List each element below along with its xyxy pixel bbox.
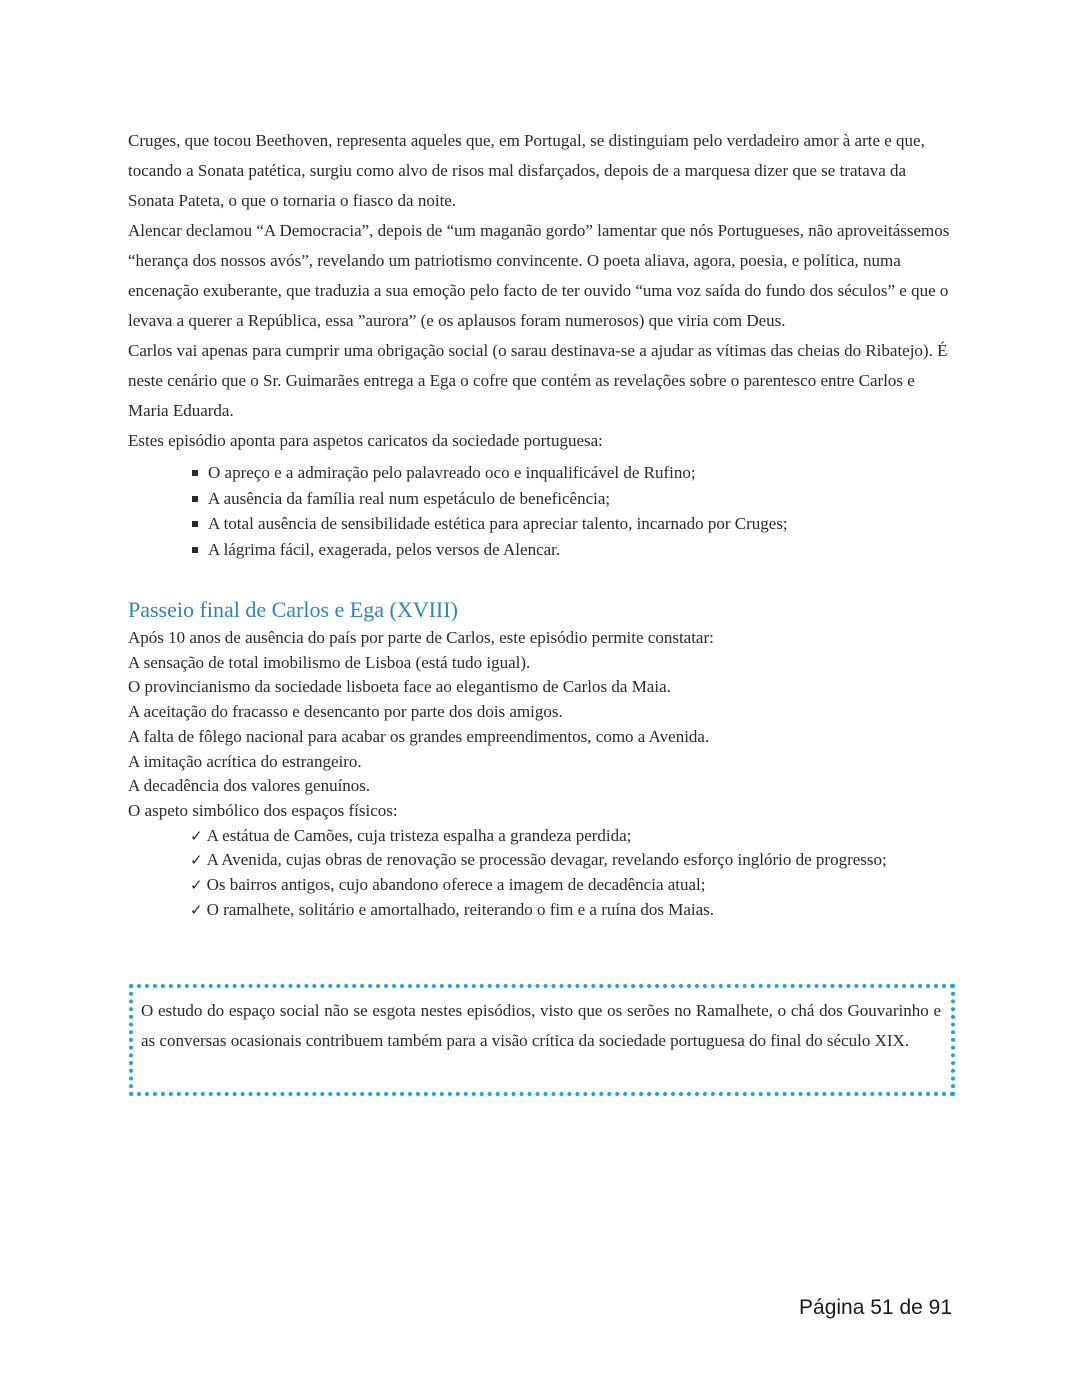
list-item [190, 873, 954, 898]
paragraph-alencar: Alencar declamou “A Democracia”, depois de “um maganão gordo” lamentar que nós Portugueses, não aproveitássemos “herança dos nossos avós”, revelando um patriotismo convincente. O poeta aliava, agora, poesia, e política, numa encenação exuberante, que traduzia a sua emoção pelo facto de ter ouvido “uma voz saída do fundo dos séculos” e que o levava a querer a República, essa ”aurora” (e os aplausos foram numerosos) que viria com Deus. [128, 221, 950, 330]
list-item-text: Os bairros antigos, cujo abandono oferece a imagem de decadência atual; [206, 875, 706, 895]
checkmark-icon: ✓ [190, 876, 203, 895]
section-line: A falta de fôlego nacional para acabar os grandes empreendimentos, como a Avenida. [128, 726, 710, 746]
list-item-text: A lágrima fácil, exagerada, pelos versos de Alencar. [208, 539, 561, 559]
list-item [190, 898, 954, 923]
page-content [128, 126, 954, 922]
list-item-text: O apreço e a admiração pelo palavreado oco e inqualificável de Rufino; [208, 463, 696, 482]
espacos-check-list [128, 824, 954, 923]
list-item [190, 537, 954, 563]
list-item-text: O ramalhete, solitário e amortalhado, reiterando o fim e a ruína dos Maias. [206, 899, 715, 919]
note-box [129, 984, 955, 1096]
list-item [190, 511, 954, 537]
square-bullet-icon [192, 470, 198, 476]
aspetos-bullet-list [128, 460, 954, 562]
section-line: A aceitação do fracasso e desencanto por parte dos dois amigos. [128, 702, 563, 722]
section-line: A imitação acrítica do estrangeiro. [128, 751, 362, 771]
checkmark-icon: ✓ [190, 900, 203, 919]
list-item-text: A Avenida, cujas obras de renovação se processão devagar, revelando esforço inglório de progresso; [206, 850, 887, 870]
list-item-text: A total ausência de sensibilidade estética para apreciar talento, incarnado por Cruges; [208, 514, 788, 533]
section-line: A decadência dos valores genuínos. [128, 776, 371, 796]
square-bullet-icon [192, 521, 198, 527]
checkmark-icon: ✓ [190, 826, 203, 845]
paragraph-cruges: Cruges, que tocou Beethoven, representa aqueles que, em Portugal, se distinguiam pelo verdadeiro amor à arte e que, tocando a Sonata patética, surgiu como alvo de risos mal disfarçados, depois de a marquesa dizer que se tratava da Sonata Pateta, o que o tornaria o fiasco da noite. [128, 131, 925, 210]
list-item [190, 460, 954, 486]
list-item [190, 824, 954, 849]
section-line: O aspeto simbólico dos espaços físicos: [128, 800, 398, 820]
section-line: Após 10 anos de ausência do país por parte de Carlos, este episódio permite constatar: [128, 628, 714, 647]
note-text: O estudo do espaço social não se esgota nestes episódios, visto que os serões no Ramalhete, o chá dos Gouvarinho e as conversas ocasionais contribuem também para a visão crítica da sociedade portuguesa do final do século XIX. [141, 1001, 941, 1050]
section-lines [128, 626, 954, 824]
square-bullet-icon [192, 547, 198, 553]
list-item [190, 486, 954, 512]
section-line: A sensação de total imobilismo de Lisboa (está tudo igual). [128, 652, 531, 672]
checkmark-icon: ✓ [190, 851, 203, 870]
paragraph-carlos: Carlos vai apenas para cumprir uma obrigação social (o sarau destinava-se a ajudar as vítimas das cheias do Ribatejo). É neste cenário que o Sr. Guimarães entrega a Ega o cofre que contém as revelações sobre o parentesco entre Carlos e Maria Eduarda. [128, 341, 948, 420]
list-item-text: A estátua de Camões, cuja tristeza espalha a grandeza perdida; [206, 825, 632, 845]
paragraph-aspetos-intro: Estes episódio aponta para aspetos caricatos da sociedade portuguesa: [128, 431, 603, 450]
list-item [190, 848, 954, 873]
list-item-text: A ausência da família real num espetáculo de beneficência; [208, 488, 611, 508]
square-bullet-icon [192, 496, 198, 502]
section-line: O provincianismo da sociedade lisboeta face ao elegantismo de Carlos da Maia. [128, 677, 671, 697]
section-heading: Passeio final de Carlos e Ega (XVIII) [128, 597, 458, 622]
page-number: Página 51 de 91 [799, 1296, 952, 1319]
